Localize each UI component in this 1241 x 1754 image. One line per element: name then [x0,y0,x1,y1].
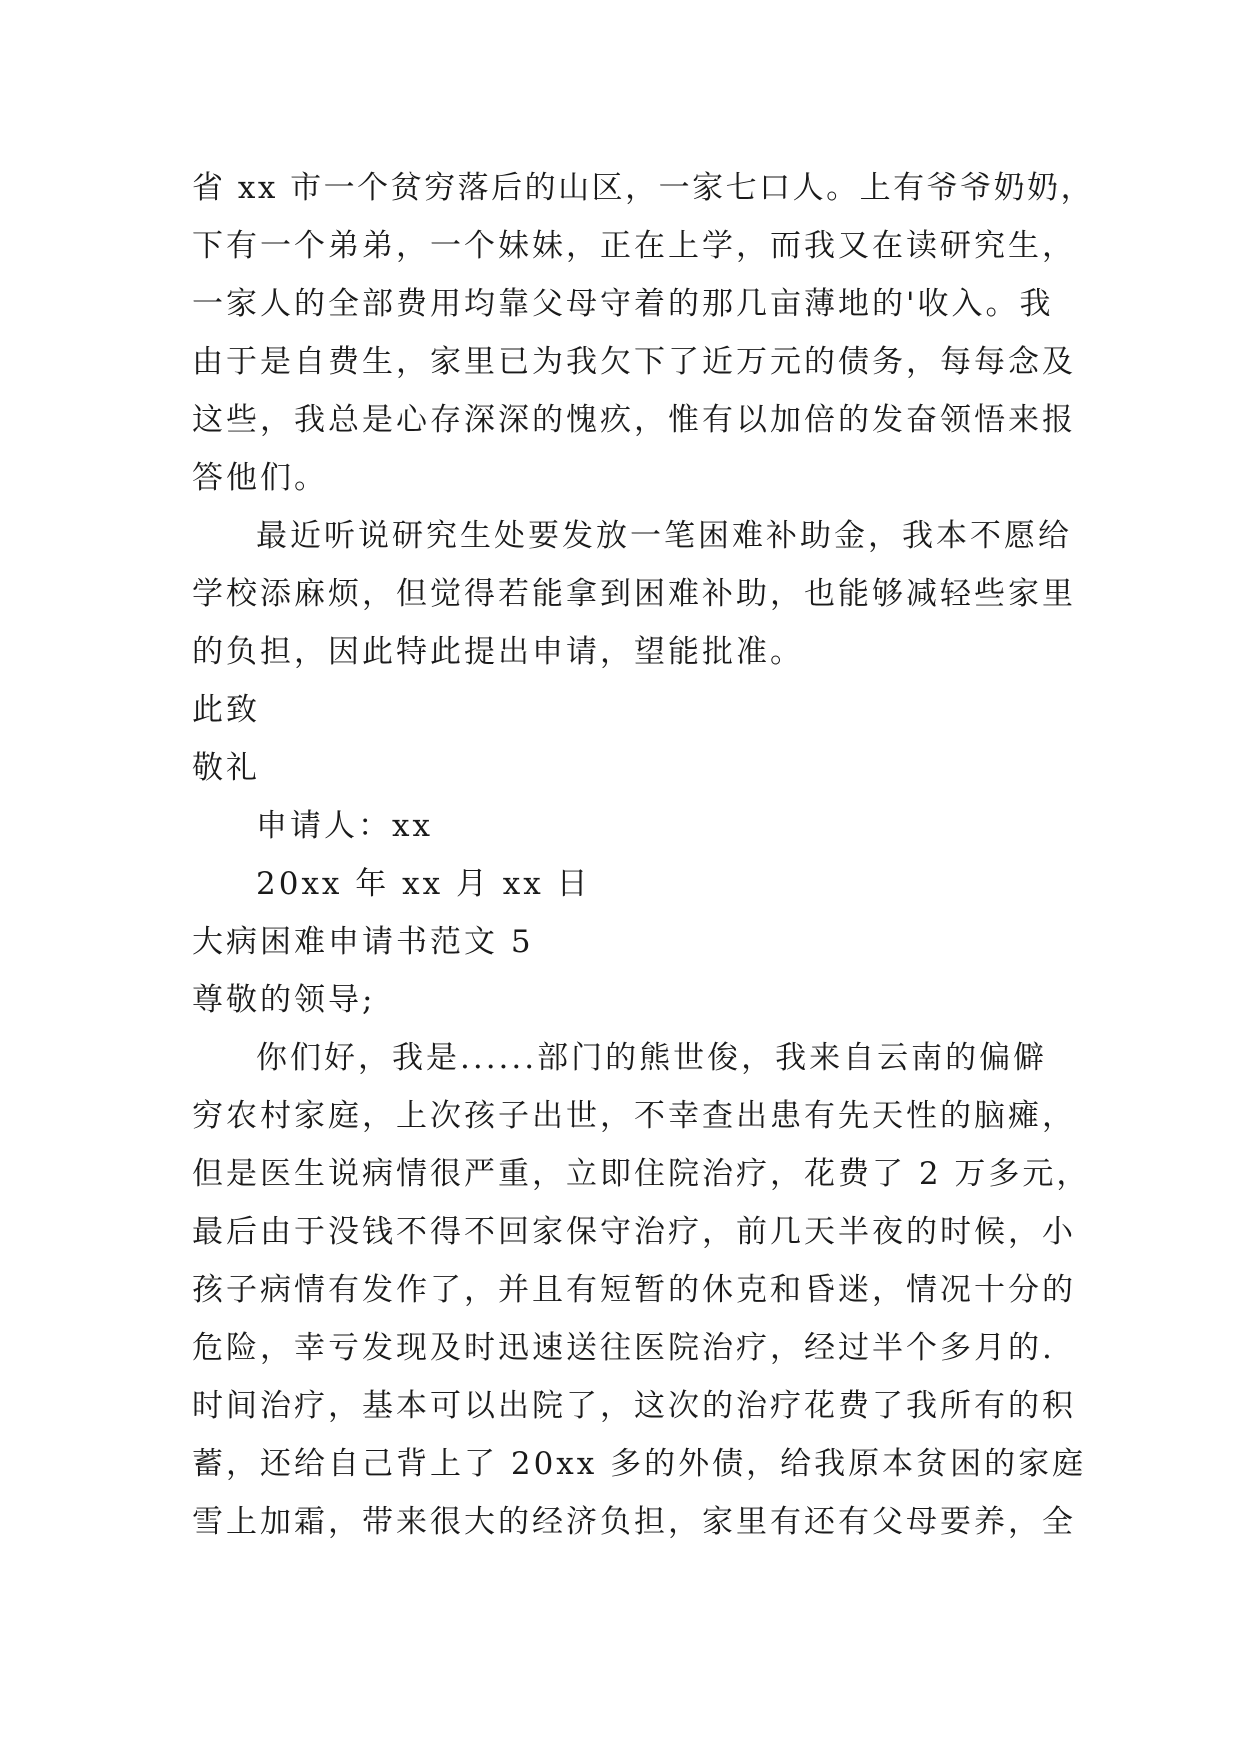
closing-line: 此致 [192,692,260,728]
text-line: 的负担，因此特此提出申请，望能批准。 [192,634,804,670]
text-line: 蓄，还给自己背上了 20xx 多的外债，给我原本贫困的家庭 [192,1446,1087,1482]
text-line: 学校添麻烦，但觉得若能拿到困难补助，也能够减轻些家里 [192,576,1076,612]
text-line: 下有一个弟弟，一个妹妹，正在上学，而我又在读研究生， [192,228,1076,264]
text-line: 孩子病情有发作了，并且有短暂的休克和昏迷，情况十分的 [192,1272,1076,1308]
text-line: 最近听说研究生处要发放一笔困难补助金，我本不愿给 [256,518,1072,554]
text-line: 穷农村家庭，上次孩子出世，不幸查出患有先天性的脑瘫， [192,1098,1076,1134]
text-line: 你们好，我是......部门的熊世俊，我来自云南的偏僻 [256,1040,1048,1076]
section-title: 大病困难申请书范文 5 [192,924,534,960]
date-line: 20xx 年 xx 月 xx 日 [256,866,591,902]
text-line: 一家人的全部费用均靠父母守着的那几亩薄地的'收入。我 [192,286,1054,322]
text-line: 由于是自费生，家里已为我欠下了近万元的债务，每每念及 [192,344,1076,380]
text-line: 雪上加霜，带来很大的经济负担，家里有还有父母要养，全 [192,1504,1076,1540]
salutation-line: 尊敬的领导; [192,982,376,1018]
text-line: 省 xx 市一个贫穷落后的山区，一家七口人。上有爷爷奶奶， [192,170,1095,206]
applicant-line: 申请人：xx [256,808,433,844]
text-line: 危险，幸亏发现及时迅速送往医院治疗，经过半个多月的. [192,1330,1055,1366]
text-line: 答他们。 [192,460,328,496]
text-line: 最后由于没钱不得不回家保守治疗，前几天半夜的时候，小 [192,1214,1076,1250]
text-line: 时间治疗，基本可以出院了，这次的治疗花费了我所有的积 [192,1388,1076,1424]
closing-line: 敬礼 [192,750,260,786]
text-line: 但是医生说病情很严重，立即住院治疗，花费了 2 万多元， [192,1156,1091,1192]
text-line: 这些，我总是心存深深的愧疚，惟有以加倍的发奋领悟来报 [192,402,1076,438]
